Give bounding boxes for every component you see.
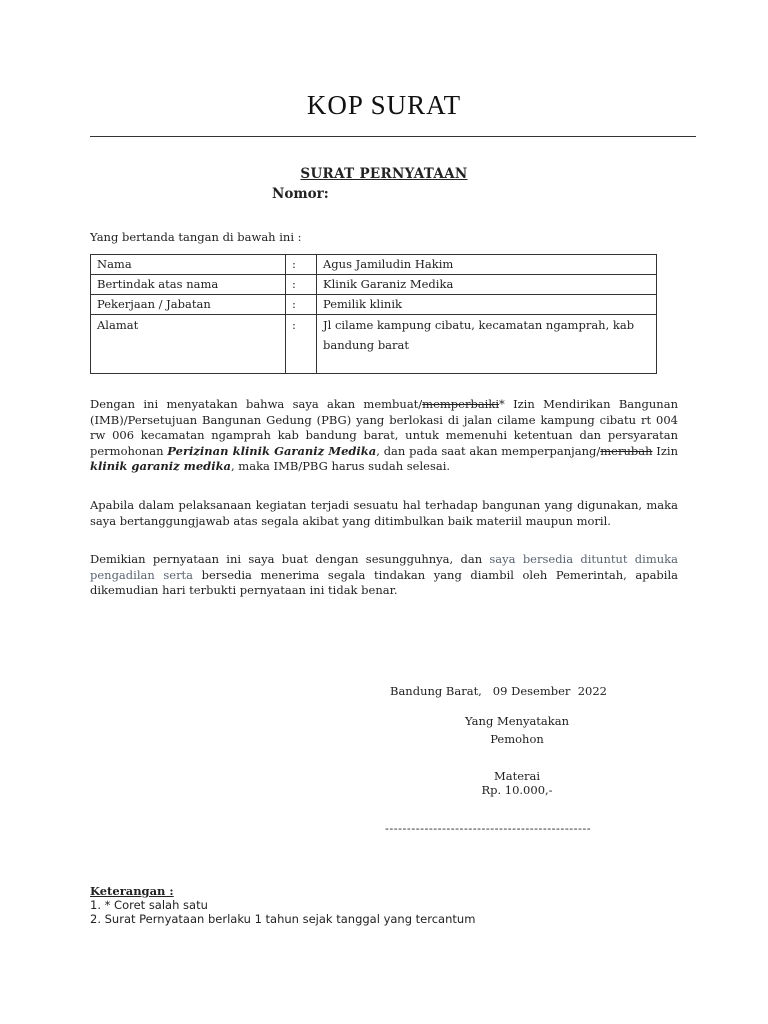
text-span: Demikian pernyataan ini saya buat dengan sesungguhnya, dan	[90, 552, 490, 566]
identity-row-alamat	[91, 315, 657, 374]
stamp-label: Materai	[493, 769, 541, 783]
letterhead-divider	[90, 136, 696, 137]
struck-text: memperbaiki	[422, 397, 499, 411]
struck-text: merubah	[600, 443, 653, 458]
identity-separator: :	[286, 315, 317, 374]
identity-row-pekerjaan	[91, 295, 657, 315]
responsibility-paragraph: Apabila dalam pelaksanaan kegiatan terjadi sesuatu hal terhadap bangunan yang digunakan, maka saya bertanggungjawab atas segala akibat yang ditimbulkan baik materiil maupun moril.	[90, 498, 678, 528]
text-span: bersedia menerima segala tindakan yang diambil oleh Pemerintah, apabila dikemudian hari terbukti pernyataan ini tidak benar.	[90, 567, 678, 598]
identity-value: Agus Jamiludin Hakim	[317, 255, 657, 275]
highlighted-text: saya bersedia dituntut dimuka pengadilan serta	[90, 552, 678, 582]
signature-line: -----------------------------------------------	[385, 821, 592, 835]
identity-value: Klinik Garaniz Medika	[317, 275, 657, 295]
notes-title: Keterangan :	[90, 884, 174, 898]
text-span: , maka IMB/PBG harus sudah selesai.	[231, 459, 451, 474]
text-span: Izin	[652, 443, 678, 458]
emphasis-text: klinik garaniz medika	[90, 459, 231, 474]
identity-label: Nama	[91, 255, 286, 275]
note-item: 1. * Coret salah satu	[90, 898, 208, 912]
statement-paragraph	[90, 397, 678, 475]
identity-label: Alamat	[91, 315, 286, 374]
identity-value: Jl cilame kampung cibatu, kecamatan ngamprah, kab bandung barat	[317, 315, 657, 374]
identity-table	[90, 254, 657, 374]
intro-text: Yang bertanda tangan di bawah ini :	[90, 230, 302, 244]
document-number-label: Nomor:	[272, 186, 329, 202]
identity-label: Pekerjaan / Jabatan	[91, 295, 286, 315]
identity-separator: :	[286, 255, 317, 275]
note-item: 2. Surat Pernyataan berlaku 1 tahun sejak tanggal yang tercantum	[90, 912, 476, 926]
text-span: Dengan ini menyatakan bahwa saya akan membuat/	[90, 397, 423, 411]
identity-value: Pemilik klinik	[317, 295, 657, 315]
signatory-caption: Yang Menyatakan	[464, 714, 570, 728]
identity-row-nama	[91, 255, 657, 275]
identity-label: Bertindak atas nama	[91, 275, 286, 295]
emphasis-text: Perizinan klinik Garaniz Medika	[167, 443, 377, 458]
signatory-role: Pemohon	[490, 732, 544, 746]
stamp-amount: Rp. 10.000,-	[481, 783, 553, 797]
place-date: Bandung Barat, 09 Desember 2022	[390, 684, 607, 698]
identity-separator: :	[286, 295, 317, 315]
letterhead-title: KOP SURAT	[306, 90, 462, 120]
closing-paragraph	[90, 552, 678, 599]
identity-row-bertindak	[91, 275, 657, 295]
identity-separator: :	[286, 275, 317, 295]
text-span: , dan pada saat akan memperpanjang/	[376, 443, 601, 458]
document-title: SURAT PERNYATAAN	[300, 166, 468, 182]
text-span: * Izin Mendirikan Bangunan (IMB)/Persetujuan Bangunan Gedung (PBG) yang berlokasi di jalan cilame kampung cibatu rt 004 rw 006 kecamatan ngamprah kab bandung barat, untuk memenuhi ketentuan dan persyaratan permohonan	[90, 397, 678, 458]
